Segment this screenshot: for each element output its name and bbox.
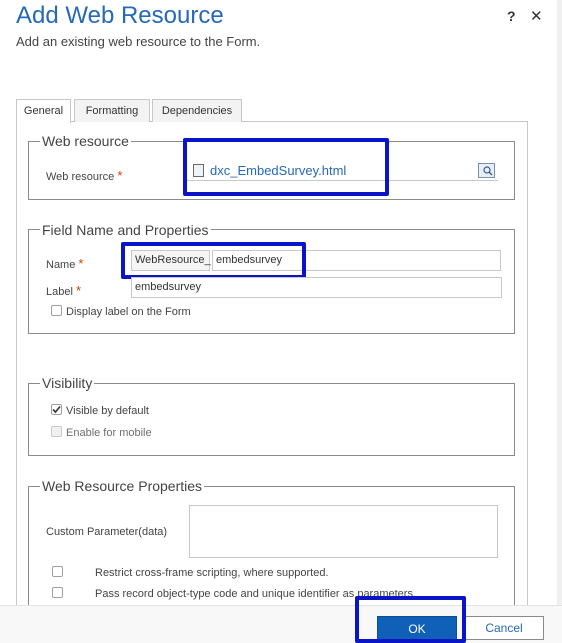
help-icon[interactable]: ?	[507, 8, 516, 24]
dialog-title: Add Web Resource	[16, 2, 224, 29]
required-mark: *	[78, 256, 84, 271]
visibility-fieldset	[28, 383, 515, 456]
name-label	[46, 256, 83, 271]
tab-general[interactable]: General	[16, 99, 71, 123]
close-icon[interactable]: ✕	[530, 8, 543, 25]
highlight-ok	[355, 596, 466, 643]
display-label-text: Display label on the Form	[66, 306, 191, 318]
web-resource-legend: Web resource	[42, 133, 129, 149]
properties-legend: Web Resource Properties	[42, 478, 203, 494]
cancel-button[interactable]: Cancel	[464, 616, 544, 640]
required-mark: *	[75, 283, 82, 298]
required-mark: *	[117, 168, 123, 183]
visible-default-checkbox[interactable]	[51, 404, 62, 415]
restrict-checkbox[interactable]	[52, 566, 63, 577]
name-prefix-field: WebResource_	[131, 250, 210, 271]
label-label	[46, 283, 81, 298]
visible-default-text: Visible by default	[66, 405, 149, 417]
label-label-text: Label	[46, 286, 73, 298]
web-resource-label-text: Web resource	[46, 171, 115, 183]
web-resource-label	[46, 168, 122, 183]
label-input[interactable]: embedsurvey	[131, 277, 502, 298]
display-label-checkbox[interactable]	[51, 305, 62, 316]
tab-dependencies[interactable]: Dependencies	[152, 99, 242, 122]
name-label-text: Name	[46, 259, 76, 271]
enable-mobile-text: Enable for mobile	[66, 427, 152, 439]
pass-record-checkbox[interactable]	[52, 587, 63, 598]
tab-formatting[interactable]: Formatting	[74, 99, 150, 122]
restrict-text: Restrict cross-frame scripting, where supported.	[95, 567, 329, 579]
highlight-web-resource	[183, 138, 389, 196]
highlight-name	[121, 242, 306, 279]
custom-param-label: Custom Parameter(data)	[46, 526, 168, 538]
name-input[interactable]: embedsurvey	[212, 250, 501, 271]
enable-mobile-checkbox[interactable]	[51, 426, 62, 437]
pass-record-text: Pass record object-type code and unique identifier as parameters.	[95, 588, 417, 600]
web-resource-value-link[interactable]: dxc_EmbedSurvey.html	[210, 163, 347, 178]
ok-button[interactable]: OK	[377, 616, 457, 640]
custom-param-input[interactable]	[189, 505, 498, 558]
scrollbar[interactable]	[557, 0, 562, 605]
dialog-subtitle: Add an existing web resource to the Form.	[16, 34, 261, 49]
lookup-icon[interactable]	[478, 163, 495, 178]
visibility-legend: Visibility	[42, 375, 93, 391]
field-name-legend: Field Name and Properties	[42, 222, 209, 238]
